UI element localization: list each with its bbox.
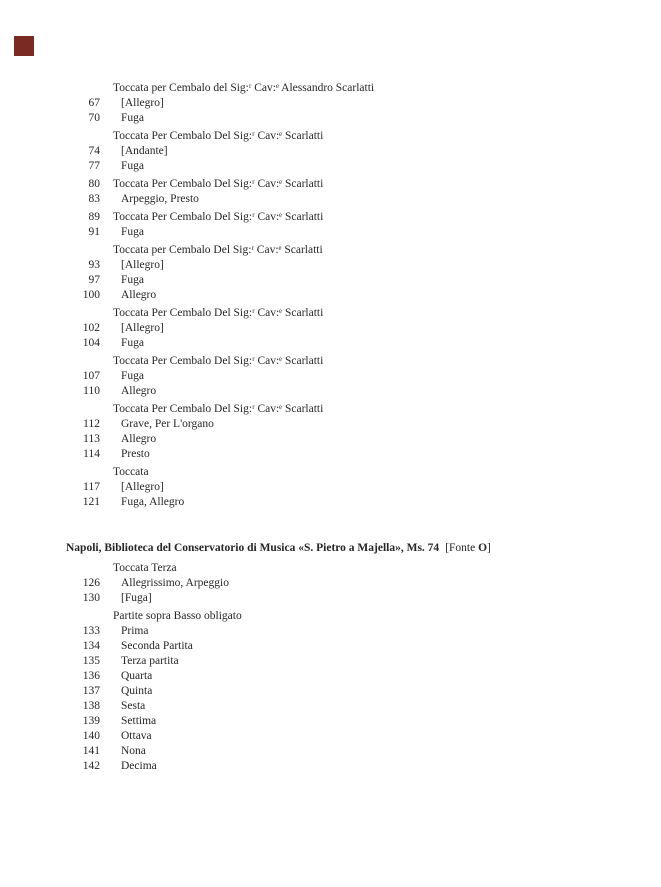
- work-title-row: [66, 354, 626, 369]
- page-number: 113: [83, 433, 100, 445]
- page-number: 139: [82, 715, 100, 727]
- movement-label: [Allegro]: [121, 481, 164, 493]
- movement-row: [66, 111, 626, 126]
- work-title-row: [66, 81, 626, 96]
- movement-label: Fuga: [121, 160, 144, 172]
- movement-label: Arpeggio, Presto: [121, 193, 199, 205]
- movement-label: Fuga: [121, 337, 144, 349]
- movement-row: [66, 447, 626, 462]
- fonte-label: [445, 542, 491, 554]
- page-number: 91: [88, 226, 100, 238]
- fonte-suffix: ]: [487, 542, 491, 554]
- movement-label: Allegro: [121, 385, 157, 397]
- work-title: Toccata Per Cembalo Del Sig:ʳ Cav:ᵉ Scarlatti: [113, 211, 324, 223]
- movement-row: [66, 729, 626, 744]
- movement-label: Allegro: [121, 289, 157, 301]
- page-number: 107: [82, 370, 100, 382]
- page-number: 137: [82, 685, 100, 697]
- work-title: Partite sopra Basso obligato: [113, 610, 242, 622]
- work-title-row: [66, 243, 626, 258]
- page-number: 126: [82, 577, 100, 589]
- movement-row: [66, 288, 626, 303]
- movement-row: [66, 258, 626, 273]
- movement-label: Ottava: [121, 730, 152, 742]
- work-title: Toccata Per Cembalo Del Sig:ʳ Cav:ᵉ Scarlatti: [113, 355, 324, 367]
- work-title: Toccata Per Cembalo Del Sig:ʳ Cav:ᵉ Scarlatti: [113, 178, 324, 190]
- page-number: 142: [82, 760, 100, 772]
- page-number: 80: [88, 178, 100, 190]
- work-title: Toccata Terza: [113, 562, 177, 574]
- page-number: 70: [88, 112, 100, 124]
- movement-label: Grave, Per L'organo: [121, 418, 214, 430]
- movement-row: [66, 495, 626, 510]
- page-number: 136: [82, 670, 100, 682]
- movement-row: [66, 591, 626, 606]
- movement-label: Fuga, Allegro: [121, 496, 185, 508]
- movement-row: [66, 654, 626, 669]
- page-number: 117: [83, 481, 100, 493]
- movement-label: Terza partita: [121, 655, 179, 667]
- page-number: 141: [82, 745, 100, 757]
- movement-row: [66, 225, 626, 240]
- work-title-row: [66, 306, 626, 321]
- movement-row: [66, 576, 626, 591]
- page-number: 67: [88, 97, 100, 109]
- movement-label: Nona: [121, 745, 146, 757]
- work-title: Toccata Per Cembalo Del Sig:ʳ Cav:ᵉ Scarlatti: [113, 307, 324, 319]
- page-corner-marker: [14, 36, 34, 56]
- source-title: Napoli, Biblioteca del Conservatorio di Musica «S. Pietro a Majella», Ms. 74: [66, 542, 440, 554]
- movement-row: [66, 669, 626, 684]
- movement-label: [Allegro]: [121, 322, 164, 334]
- movement-label: Fuga: [121, 370, 144, 382]
- page-number: 112: [83, 418, 100, 430]
- movement-label: Allegrissimo, Arpeggio: [121, 577, 229, 589]
- movement-row: [66, 336, 626, 351]
- movement-row: [66, 699, 626, 714]
- page-number: 100: [82, 289, 100, 301]
- movement-row: [66, 417, 626, 432]
- movement-row: [66, 639, 626, 654]
- page-number: 89: [88, 211, 100, 223]
- page-number: 110: [83, 385, 100, 397]
- movement-row: [66, 144, 626, 159]
- movement-row: [66, 192, 626, 207]
- source-heading: [66, 541, 626, 556]
- work-title: Toccata per Cembalo Del Sig:ʳ Cav:ᵉ Scarlatti: [113, 244, 323, 256]
- movement-row: [66, 384, 626, 399]
- page-number: 138: [82, 700, 100, 712]
- movement-label: [Allegro]: [121, 259, 164, 271]
- page-number: 130: [82, 592, 100, 604]
- movement-label: Sesta: [121, 700, 146, 712]
- movement-label: Presto: [121, 448, 150, 460]
- page-number: 134: [82, 640, 100, 652]
- page-number: 102: [82, 322, 100, 334]
- movement-row: [66, 759, 626, 774]
- work-title-row: [66, 129, 626, 144]
- movement-label: Fuga: [121, 112, 144, 124]
- page-number: 114: [83, 448, 100, 460]
- page-number: 77: [88, 160, 100, 172]
- page-number: 83: [88, 193, 100, 205]
- movement-label: Fuga: [121, 226, 144, 238]
- movement-row: [66, 714, 626, 729]
- work-title-row: [66, 210, 626, 225]
- page-number: 121: [82, 496, 100, 508]
- movement-row: [66, 684, 626, 699]
- work-title: Toccata per Cembalo del Sig:ʳ Cav:ᵉ Alessandro Scarlatti: [113, 82, 375, 94]
- movement-label: [Fuga]: [121, 592, 152, 604]
- page-number: 97: [88, 274, 100, 286]
- movement-row: [66, 159, 626, 174]
- page-number: 93: [88, 259, 100, 271]
- movement-label: [Allegro]: [121, 97, 164, 109]
- page-number: 74: [88, 145, 100, 157]
- movement-label: Allegro: [121, 433, 157, 445]
- toc-section-scarlatti-toccatas: [66, 81, 626, 510]
- work-title: Toccata Per Cembalo Del Sig:ʳ Cav:ᵉ Scarlatti: [113, 130, 324, 142]
- movement-label: Quinta: [121, 685, 153, 697]
- movement-label: [Andante]: [121, 145, 168, 157]
- movement-row: [66, 369, 626, 384]
- movement-label: Decima: [121, 760, 157, 772]
- movement-row: [66, 273, 626, 288]
- work-title: Toccata Per Cembalo Del Sig:ʳ Cav:ᵉ Scarlatti: [113, 403, 324, 415]
- work-title-row: [66, 465, 626, 480]
- toc-section-napoli-ms74: [66, 561, 626, 774]
- movement-label: Prima: [121, 625, 149, 637]
- movement-row: [66, 480, 626, 495]
- work-title-row: [66, 177, 626, 192]
- work-title: Toccata: [113, 466, 149, 478]
- movement-label: Fuga: [121, 274, 144, 286]
- fonte-letter: O: [478, 542, 488, 554]
- work-title-row: [66, 402, 626, 417]
- movement-row: [66, 624, 626, 639]
- page-number: 135: [82, 655, 100, 667]
- movement-row: [66, 321, 626, 336]
- table-of-contents: [66, 78, 626, 774]
- movement-row: [66, 96, 626, 111]
- work-title-row: [66, 561, 626, 576]
- movement-label: Seconda Partita: [121, 640, 193, 652]
- movement-row: [66, 744, 626, 759]
- page-number: 133: [82, 625, 100, 637]
- movement-label: Settima: [121, 715, 157, 727]
- movement-row: [66, 432, 626, 447]
- movement-label: Quarta: [121, 670, 153, 682]
- page-number: 104: [82, 337, 100, 349]
- work-title-row: [66, 609, 626, 624]
- fonte-prefix: [Fonte: [445, 542, 479, 554]
- page-number: 140: [82, 730, 100, 742]
